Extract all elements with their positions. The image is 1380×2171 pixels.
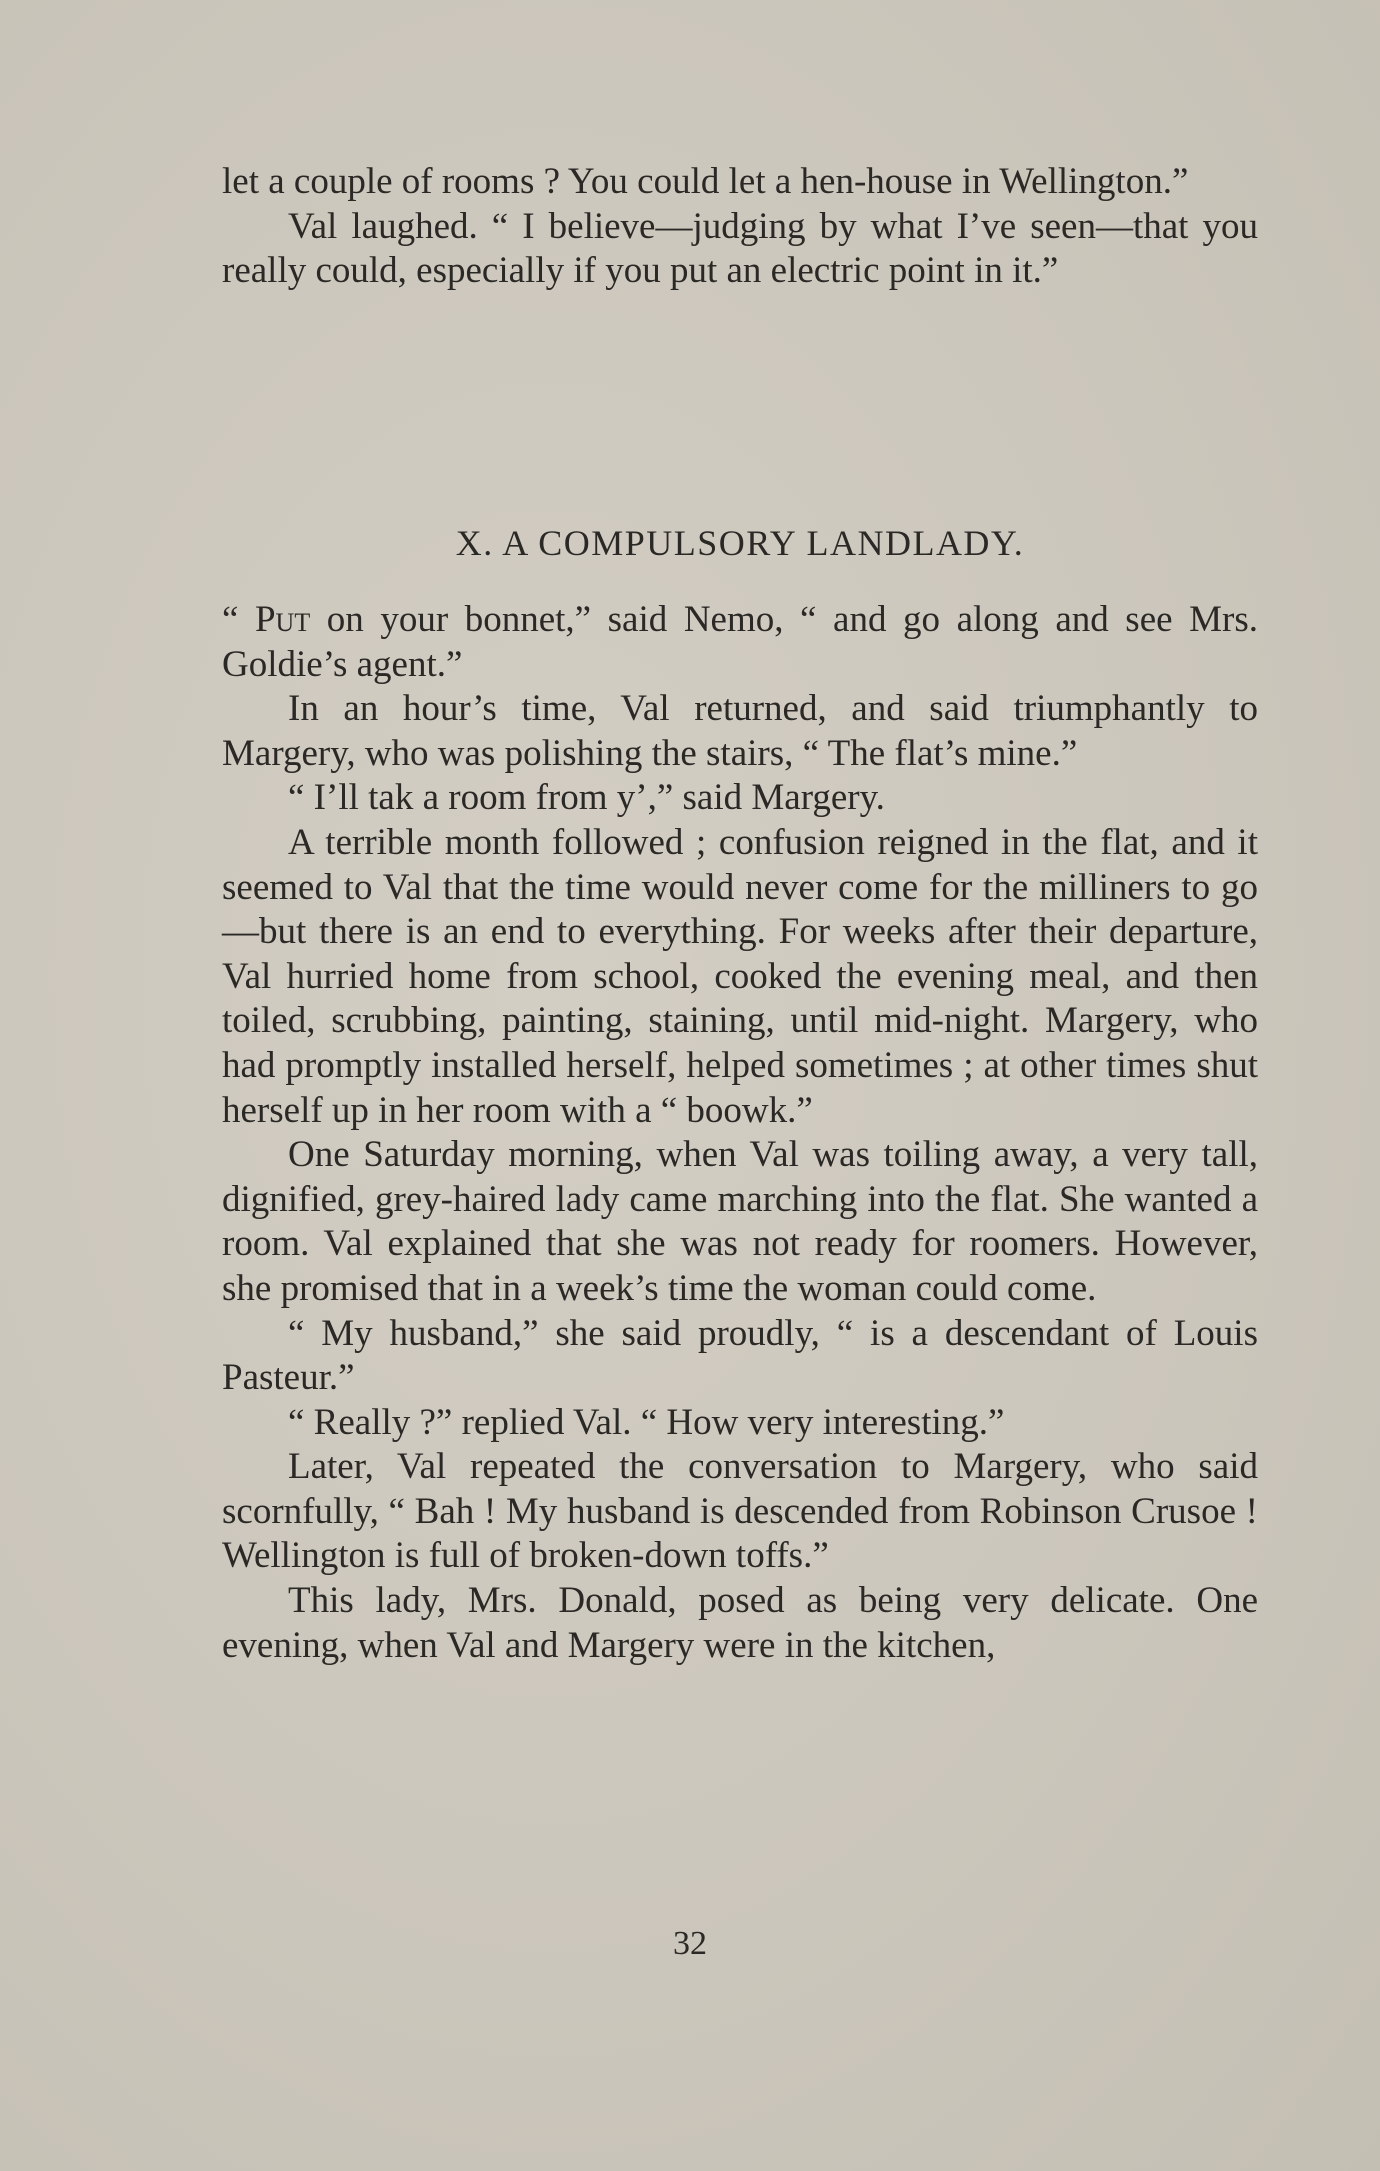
body-paragraph: In an hour’s time, Val returned, and said triumphantly to Margery, who was polishing the stairs, “ The flat’s mine.”: [222, 688, 1258, 774]
opening-word: Put: [254, 599, 311, 640]
body-paragraph: One Saturday morning, when Val was toiling away, a very tall, dignified, grey-haired lady came marching into the flat. She wanted a room. Val explained that she was not ready for roomers. However, she promised that in a week’s time the woman could come.: [222, 1134, 1258, 1309]
body-paragraph: Later, Val repeated the conversation to Margery, who said scornfully, “ Bah ! My husband is descended from Robinson Crusoe ! Wellington is full of broken-down toffs.”: [222, 1446, 1258, 1577]
body-paragraph: “ My husband,” she said proudly, “ is a descendant of Louis Pasteur.”: [222, 1312, 1258, 1399]
opening-quote: “: [222, 599, 255, 640]
page-number: 32: [673, 1925, 707, 1962]
body-paragraph: “ Really ?” replied Val. “ How very interesting.”: [288, 1401, 1005, 1443]
body-paragraph: “ I’ll tak a room from y’,” said Margery.: [288, 777, 885, 819]
body-paragraph: This lady, Mrs. Donald, posed as being very delicate. One evening, when Val and Margery were in the kitchen,: [222, 1580, 1258, 1666]
carryover-text: [222, 160, 1258, 294]
carryover-paragraph-2: Val laughed. “ I believe—judging by what I’ve seen—that you really could, especially if you put an electric point in it.”: [222, 205, 1258, 292]
chapter-opening-paragraph: [222, 598, 1258, 687]
chapter-body: [222, 598, 1258, 1668]
opening-paragraph-rest: on your bonnet,” said Nemo, “ and go along and see Mrs. Goldie’s agent.”: [222, 599, 1258, 685]
carryover-paragraph-1: let a couple of rooms ? You could let a hen-house in Wellington.”: [222, 161, 1189, 202]
chapter-heading: X. A COMPULSORY LANDLADY.: [455, 523, 1025, 563]
body-paragraph: A terrible month followed ; confusion reigned in the flat, and it seemed to Val that the time would never come for the milliners to go—but there is an end to everything. For weeks after their departure, Val hurried home from school, cooked the evening meal, and then toiled, scrubbing, painting, staining, until mid-night. Margery, who had promptly installed herself, helped sometimes ; at other times shut herself up in her room with a “ boowk.”: [222, 821, 1258, 1131]
